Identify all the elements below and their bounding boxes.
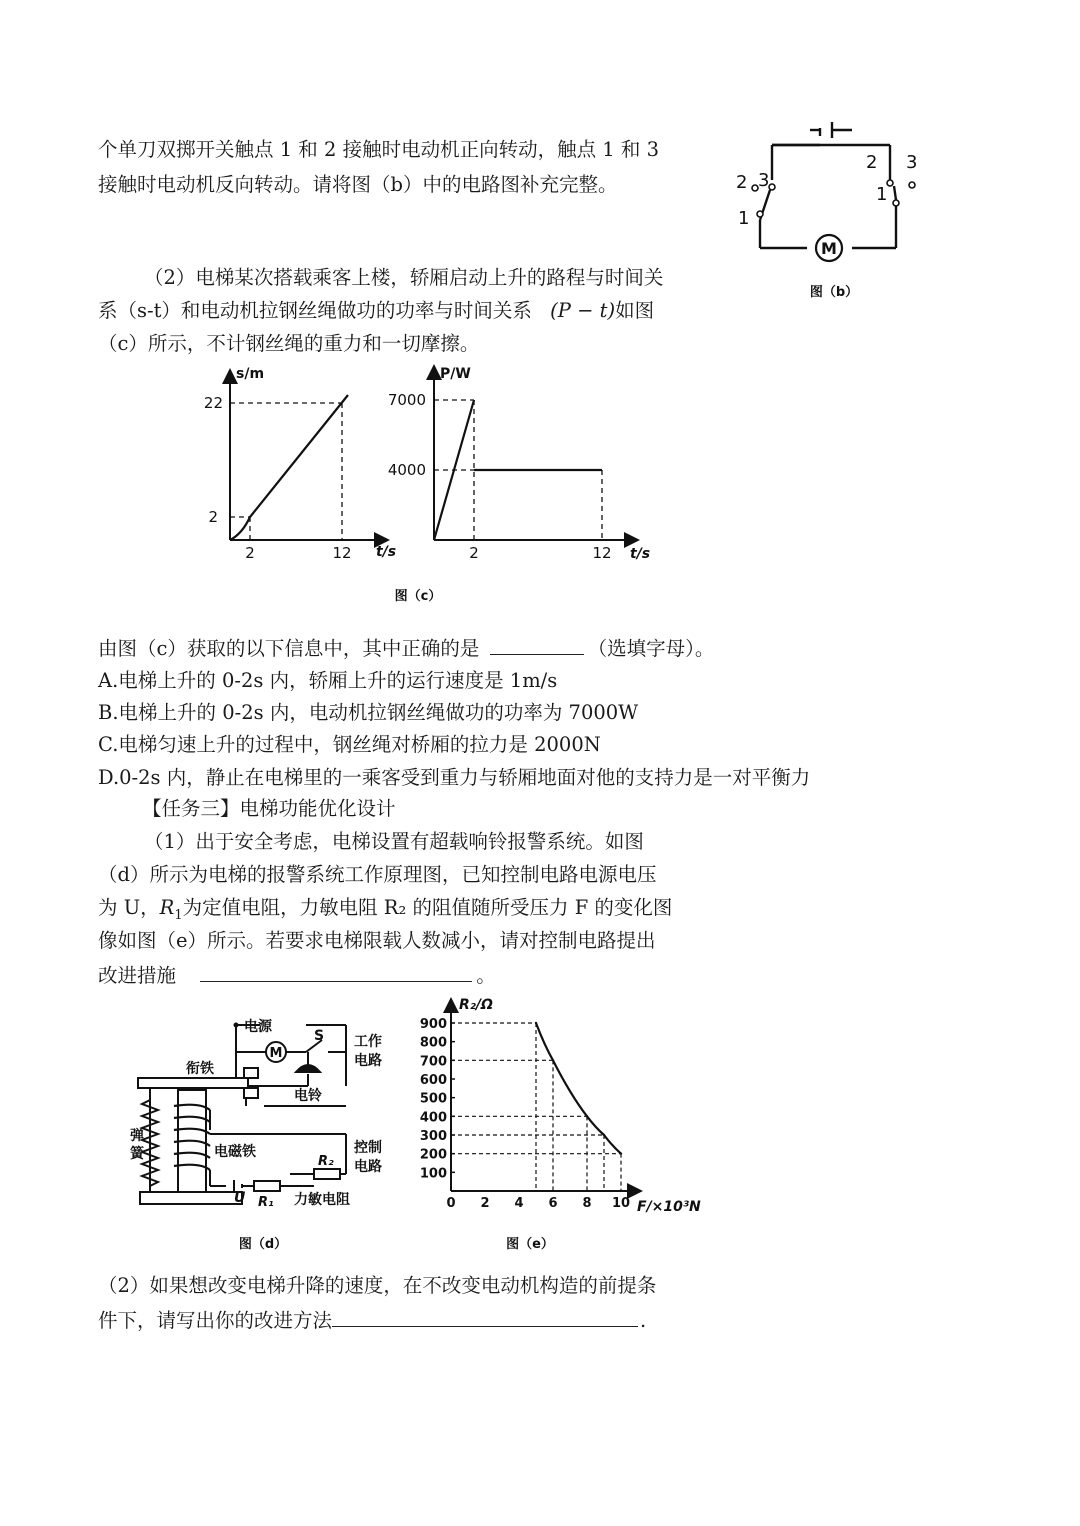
voltage-label: U — [234, 1190, 246, 1206]
force-resistor-label: 力敏电阻 — [294, 1192, 350, 1208]
resistance-force-chart — [415, 995, 725, 1260]
answer-blank[interactable] — [200, 961, 472, 982]
y-tick-label: 700 — [419, 1054, 447, 1070]
armature-label: 衔铁 — [186, 1061, 214, 1077]
x-tick-label: 2 — [480, 1196, 490, 1211]
data-point — [603, 1134, 605, 1136]
math-symbol: R — [159, 896, 175, 919]
y-tick-label: 500 — [419, 1091, 447, 1107]
answer-blank[interactable] — [490, 634, 584, 655]
y-tick-label: 600 — [419, 1073, 447, 1088]
switch-contact-label: 3 — [906, 152, 918, 173]
paragraph-line: 个单刀双掷开关触点 1 和 2 接触时电动机正向转动，触点 1 和 3 — [98, 138, 660, 161]
question-stem — [98, 634, 714, 662]
option-c: C.电梯匀速上升的过程中，钢丝绳对桥厢的拉力是 2000N — [98, 733, 601, 756]
text-span: 如图 — [615, 299, 655, 322]
x-tick-label: 10 — [611, 1196, 631, 1211]
switch-contact-label: 1 — [738, 208, 750, 229]
y-tick-label: 900 — [419, 1017, 447, 1032]
tick-label: 2 — [208, 508, 218, 526]
text-span: 。 — [476, 964, 496, 987]
switch-label: S — [314, 1028, 325, 1044]
motor-label: M — [269, 1046, 283, 1061]
axis-label: t/s — [630, 546, 651, 562]
paragraph-line — [98, 895, 672, 929]
axis-label: t/s — [376, 544, 397, 560]
bell-label: 电铃 — [294, 1088, 322, 1104]
power-label: 电源 — [244, 1019, 272, 1035]
text-span: . — [640, 1309, 647, 1332]
x-tick-label: 6 — [548, 1196, 558, 1211]
text-span: （选填字母）。 — [587, 637, 715, 660]
tick-label: 12 — [332, 544, 352, 562]
work-circuit-label: 电路 — [354, 1053, 382, 1069]
paragraph-line: （1）出于安全考虑，电梯设置有超载响铃报警系统。如图 — [144, 830, 644, 853]
section-heading: 【任务三】电梯功能优化设计 — [142, 797, 396, 820]
y-axis-label: R₂/Ω — [459, 997, 493, 1013]
figure-caption: 图（b） — [809, 285, 859, 300]
control-circuit-label: 控制 — [354, 1140, 382, 1156]
resistance-curve — [536, 1023, 621, 1154]
y-tick-label: 400 — [419, 1110, 447, 1126]
p-t-graph — [388, 366, 650, 562]
electromagnet-label: 电磁铁 — [214, 1144, 256, 1160]
work-circuit-label: 工作 — [354, 1034, 382, 1050]
paragraph-line: （c）所示，不计钢丝绳的重力和一切摩擦。 — [98, 332, 480, 355]
paragraph-line: 接触时电动机反向转动。请将图（b）中的电路图补充完整。 — [98, 173, 618, 196]
text-span: 件下，请写出你的改进方法 — [98, 1309, 333, 1332]
alarm-circuit-diagram — [130, 1010, 400, 1260]
motor-label: M — [821, 239, 837, 258]
x-axis-label: F/×10³N — [637, 1199, 701, 1215]
r2-label: R₂ — [318, 1154, 334, 1169]
axis-label: P/W — [440, 366, 471, 382]
y-tick-label: 200 — [419, 1147, 447, 1163]
x-tick-label: 4 — [514, 1196, 524, 1211]
tick-label: 12 — [592, 544, 612, 562]
data-point — [586, 1115, 588, 1117]
option-a: A.电梯上升的 0-2s 内，轿厢上升的运行速度是 1m/s — [98, 669, 558, 692]
switch-contact-label: 1 — [876, 184, 888, 205]
paragraph-line — [98, 961, 496, 989]
paragraph-line — [98, 1306, 646, 1334]
y-tick-label: 300 — [419, 1129, 447, 1144]
tick-label: 7000 — [387, 391, 426, 409]
x-tick-label: 0 — [446, 1196, 456, 1211]
text-span: 为 U， — [98, 896, 160, 919]
option-b: B.电梯上升的 0-2s 内，电动机拉钢丝绳做功的功率为 7000W — [98, 701, 639, 724]
figure-caption: 图（d） — [238, 1237, 288, 1252]
figure-caption: 图（c） — [394, 589, 442, 604]
tick-label: 22 — [203, 394, 223, 412]
figure-c — [190, 360, 670, 610]
x-tick-label: 8 — [582, 1196, 592, 1211]
spring-label: 簧 — [130, 1146, 144, 1162]
s-t-graph — [204, 366, 396, 562]
figure-e — [415, 995, 725, 1260]
control-circuit-label: 电路 — [354, 1159, 382, 1175]
axis-label: s/m — [236, 366, 265, 382]
option-d: D.0-2s 内，静止在电梯里的一乘客受到重力与轿厢地面对他的支持力是一对平衡力 — [98, 766, 811, 789]
math-expression: (P − t) — [550, 299, 616, 322]
math-subscript: 1 — [174, 907, 183, 923]
paragraph-line: （d）所示为电梯的报警系统工作原理图，已知控制电路电源电压 — [98, 863, 657, 886]
text-span: 系（s-t）和电动机拉钢丝绳做功的功率与时间关系 — [98, 299, 532, 322]
data-point — [535, 1022, 537, 1024]
data-point — [620, 1152, 622, 1154]
text-span: 由图（c）获取的以下信息中，其中正确的是 — [98, 637, 480, 660]
text-span: 改进措施 — [98, 964, 177, 987]
y-tick-label: 800 — [419, 1035, 447, 1051]
paragraph-line — [98, 298, 654, 324]
motion-graphs — [190, 360, 670, 610]
switch-contact-label: 2 — [866, 152, 878, 173]
switch-contact-label: 2 — [736, 172, 748, 193]
r1-label: R₁ — [258, 1195, 274, 1210]
figure-d — [130, 1010, 400, 1260]
paragraph-line: （2）如果想改变电梯升降的速度，在不改变电动机构造的前提条 — [98, 1274, 657, 1297]
paragraph-line: 像如图（e）所示。若要求电梯限载人数减小，请对控制电路提出 — [98, 929, 656, 952]
spring-label: 弹 — [130, 1128, 144, 1144]
data-point — [552, 1059, 554, 1061]
answer-blank[interactable] — [332, 1306, 638, 1327]
tick-label: 4000 — [387, 461, 426, 479]
figure-b — [722, 108, 952, 308]
y-tick-label: 100 — [419, 1166, 447, 1182]
figure-caption: 图（e） — [506, 1237, 554, 1252]
paragraph-line: （2）电梯某次搭载乘客上楼，轿厢启动上升的路程与时间关 — [144, 266, 664, 289]
circuit-b-diagram — [722, 108, 952, 308]
tick-label: 2 — [469, 544, 479, 562]
tick-label: 2 — [245, 544, 255, 562]
text-span: 为定值电阻，力敏电阻 R₂ 的阻值随所受压力 F 的变化图 — [182, 896, 673, 919]
switch-contact-label: 3 — [758, 170, 770, 191]
